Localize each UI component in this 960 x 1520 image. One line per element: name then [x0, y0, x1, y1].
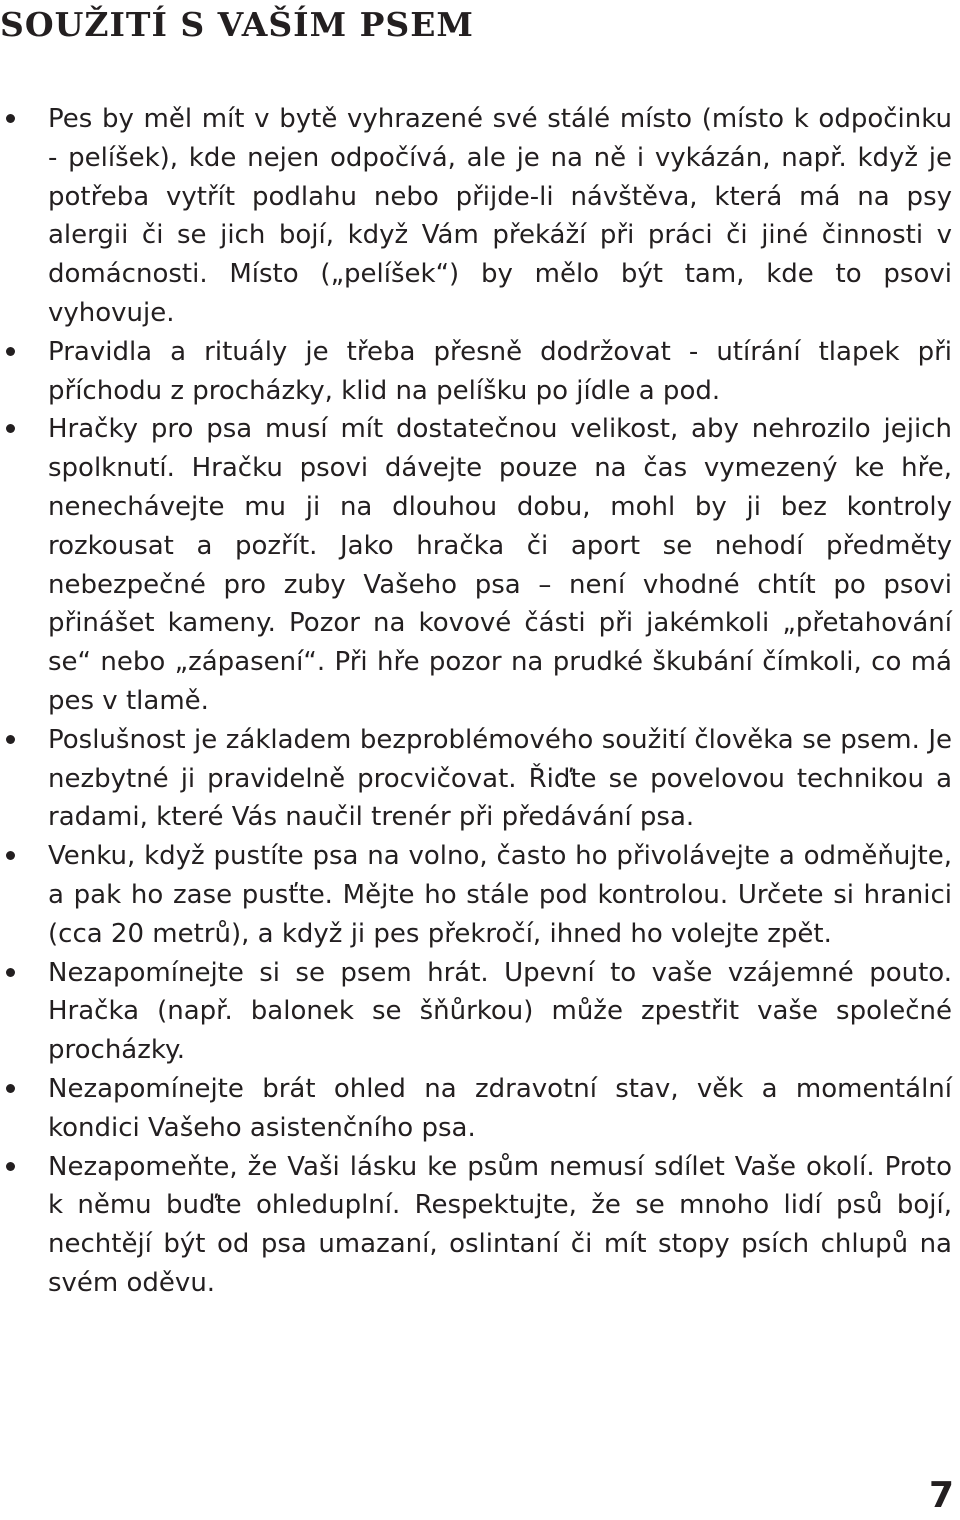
bullet-item [0, 954, 952, 1070]
bullet-text: Poslušnost je základem bezproblémového soužití člověka se psem. Je nezbytné ji pravidelně procvičovat. Řiďte se povelovou technikou a radami, které Vás naučil trenér při předávání psa. [48, 724, 952, 833]
bullet-item [0, 100, 952, 333]
bullet-text: Pes by měl mít v bytě vyhrazené své stálé místo (místo k odpočinku - pelíšek), kde nejen odpočívá, ale je na ně i vykázán, např. když je potřeba vytřít podlahu nebo přijde-li návštěva, která má na psy alergii či se jich bojí, když Vám překáží při práci či jiné činnosti v domácnosti. Místo („pelíšek“) by mělo být tam, kde to psovi vyhovuje. [48, 104, 952, 328]
page-heading: SOUŽITÍ S VAŠÍM PSEM [0, 5, 474, 44]
bullet-item [0, 1070, 952, 1148]
bullet-dot-icon [6, 1084, 15, 1093]
bullet-dot-icon [6, 424, 15, 433]
bullet-text: Nezapomínejte brát ohled na zdravotní stav, věk a momentální kondici Vašeho asistenčního psa. [48, 1073, 952, 1143]
bullet-dot-icon [6, 347, 15, 356]
page-number: 7 [928, 1475, 954, 1516]
bullet-dot-icon [6, 735, 15, 744]
bullet-text: Nezapomínejte si se psem hrát. Upevní to vaše vzájemné pouto. Hračka (např. balonek se šňůrkou) může zpestřit vaše společné procházky. [48, 957, 952, 1066]
bullet-dot-icon [6, 968, 15, 977]
bullet-list [0, 100, 952, 1303]
bullet-item [0, 1148, 952, 1303]
bullet-dot-icon [6, 114, 15, 123]
bullet-item [0, 333, 952, 411]
bullet-text: Hračky pro psa musí mít dostatečnou velikost, aby nehrozilo jejich spolknutí. Hračku psovi dávejte pouze na čas vymezený ke hře, nenechávejte mu ji na dlouhou dobu, mohl by ji bez kontroly rozkousat a pozřít. Jako hračka či aport se nehodí předměty nebezpečné pro zuby Vašeho psa – není vhodné chtít po psovi přinášet kameny. Pozor na kovové části při jakémkoli „přetahování se“ nebo „zápasení“. Při hře pozor na prudké škubání čímkoli, co má pes v tlamě. [48, 414, 952, 716]
bullet-text: Pravidla a rituály je třeba přesně dodržovat - utírání tlapek při příchodu z procházky, klid na pelíšku po jídle a pod. [48, 336, 952, 406]
bullet-dot-icon [6, 851, 15, 860]
bullet-item [0, 837, 952, 953]
bullet-text: Venku, když pustíte psa na volno, často ho přivolávejte a odměňujte, a pak ho zase pusťte. Mějte ho stále pod kontrolou. Určete si hranici (cca 20 metrů), a když ji pes překročí, ihned ho volejte zpět. [48, 841, 952, 949]
bullet-item [0, 410, 952, 720]
bullet-text: Nezapomeňte, že Vaši lásku ke psům nemusí sdílet Vaše okolí. Proto k němu buďte ohleduplní. Respektujte, že se mnoho lidí psů bojí, nechtějí být od psa umazaní, oslintaní či mít stopy psích chlupů na svém oděvu. [48, 1151, 952, 1298]
bullet-item [0, 721, 952, 837]
bullet-dot-icon [6, 1162, 15, 1171]
